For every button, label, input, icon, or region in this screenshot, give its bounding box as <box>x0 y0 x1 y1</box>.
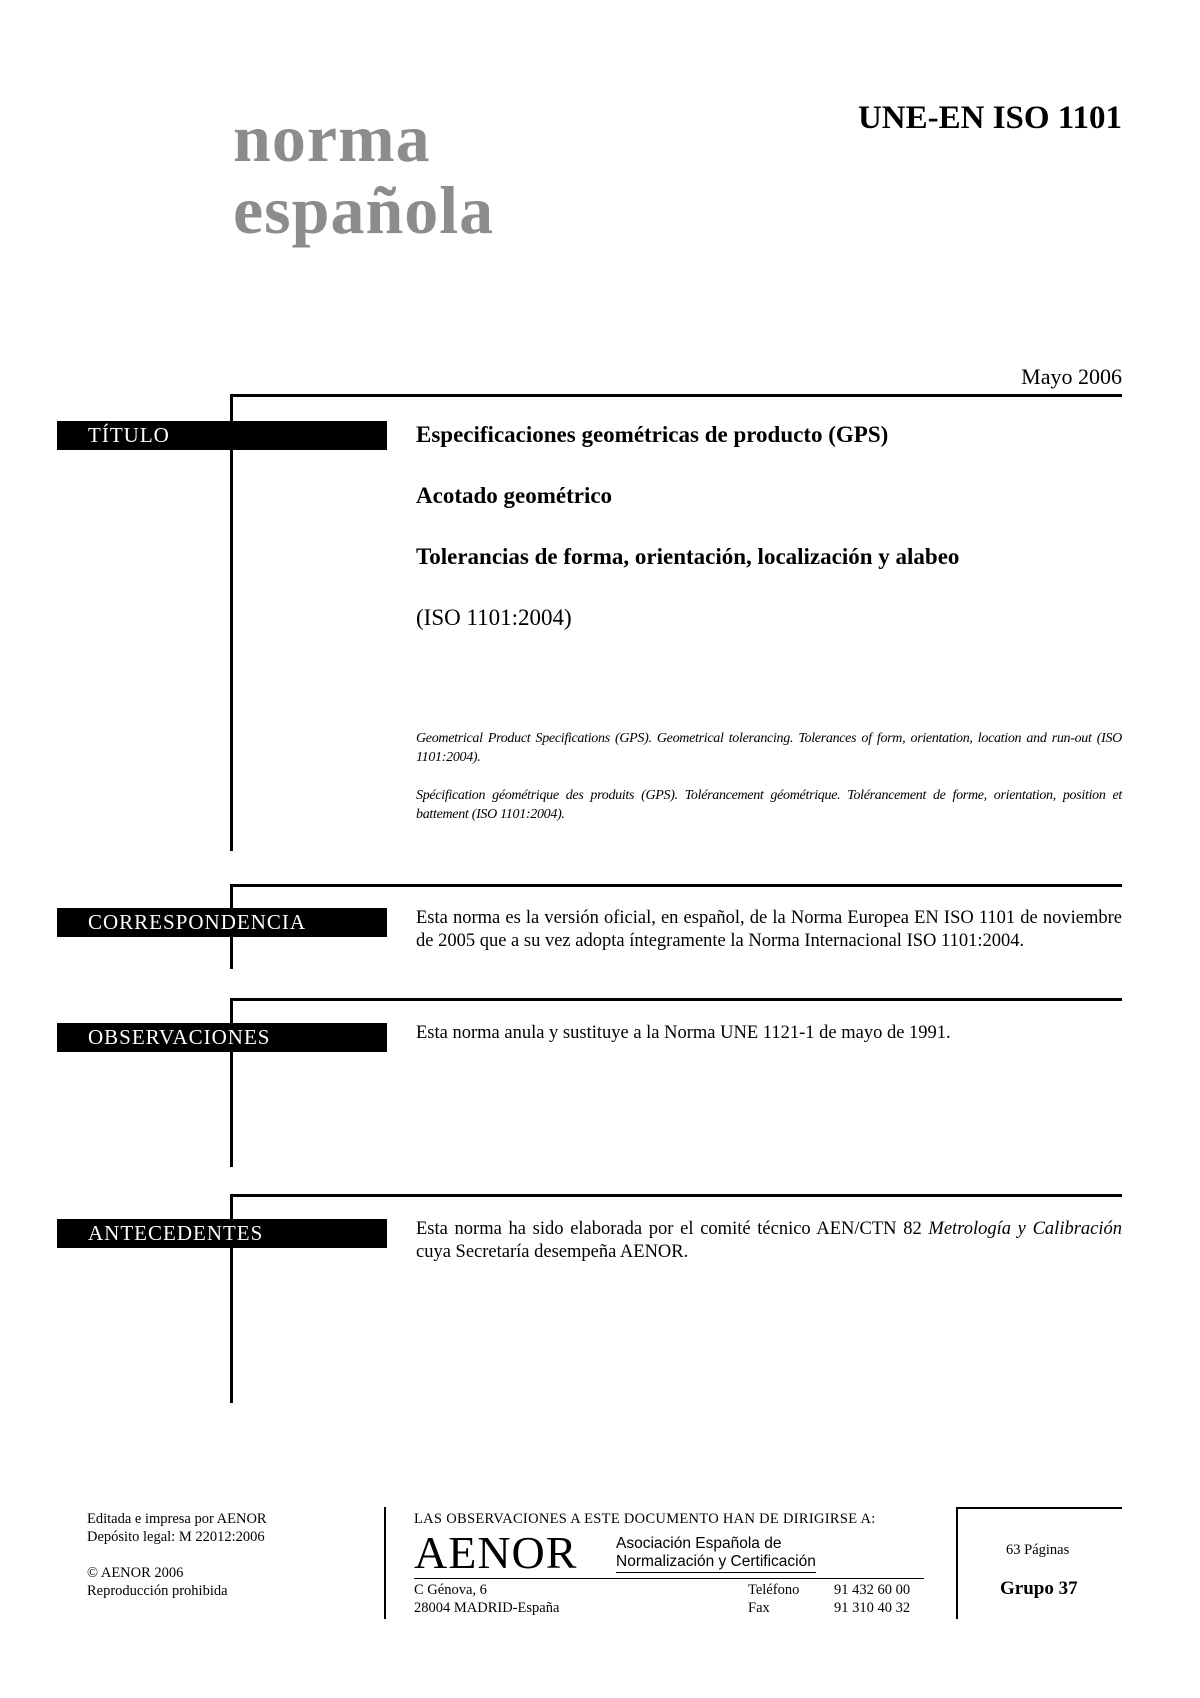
fax-number: 91 310 40 32 <box>834 1600 911 1616</box>
brand-norma: norma <box>233 100 431 176</box>
footer-address <box>414 1581 559 1617</box>
title-english: Geometrical Product Specifications (GPS). Geometrical tolerancing. Tolerances of form, orientation, location and run-out (ISO 1101:2004). <box>416 731 1122 765</box>
phone-number: 91 432 60 00 <box>834 1582 911 1598</box>
footer-observations-note: LAS OBSERVACIONES A ESTE DOCUMENTO HAN DE DIRIGIRSE A: <box>414 1511 876 1527</box>
antecedentes-committee-name: Metrología y Calibración <box>928 1219 1123 1239</box>
antecedentes-text <box>416 1218 1122 1264</box>
address-city: 28004 MADRID-España <box>414 1600 560 1616</box>
title-iso-ref: (ISO 1101:2004) <box>416 605 572 630</box>
page-count: 63 Páginas <box>1006 1542 1070 1558</box>
label-observaciones: OBSERVACIONES <box>57 1023 387 1052</box>
standard-code: UNE-EN ISO 1101 <box>857 100 1122 136</box>
title-french: Spécification géométrique des produits (GPS). Tolérancement géométrique. Tolérancement de forme, orientation, position et battement (ISO 1101:2004). <box>416 788 1122 822</box>
divider-antecedentes <box>230 1194 1122 1197</box>
aenor-logo: AENOR <box>414 1527 578 1578</box>
footer-divider-left <box>384 1507 386 1619</box>
publication-date: Mayo 2006 <box>1021 364 1122 389</box>
divider-correspondencia <box>230 884 1122 887</box>
phone-label: Teléfono <box>748 1582 800 1598</box>
footer-deposit: Depósito legal: M 22012:2006 <box>87 1529 265 1545</box>
address-street: C Génova, 6 <box>414 1582 487 1598</box>
label-correspondencia: CORRESPONDENCIA <box>57 908 387 937</box>
aenor-org-line1: Asociación Española de <box>616 1535 782 1552</box>
footer-reproduction: Reproducción prohibida <box>87 1583 228 1599</box>
fax-label: Fax <box>748 1600 770 1616</box>
label-titulo: TÍTULO <box>57 421 387 450</box>
aenor-rule <box>414 1578 924 1579</box>
divider-observaciones <box>230 998 1122 1001</box>
title-line-2: Acotado geométrico <box>416 483 613 508</box>
footer-pages-box <box>956 1507 1122 1619</box>
correspondencia-text: Esta norma es la versión oficial, en español, de la Norma Europea EN ISO 1101 de noviembre de 2005 que a su vez adopta íntegramente la Norma Internacional ISO 1101:2004. <box>416 908 1122 951</box>
footer-contact-labels <box>748 1581 799 1617</box>
title-line-3: Tolerancias de forma, orientación, localización y alabeo <box>416 544 960 569</box>
price-group: Grupo 37 <box>1000 1578 1078 1599</box>
aenor-organization <box>616 1535 816 1573</box>
footer-contact-values <box>834 1581 910 1617</box>
vertical-rule-titulo <box>230 394 233 851</box>
aenor-org-line2: Normalización y Certificación <box>616 1553 816 1570</box>
footer-copyright: © AENOR 2006 <box>87 1565 184 1581</box>
footer-left <box>87 1510 267 1600</box>
antecedentes-text-end: cuya Secretaría desempeña AENOR. <box>416 1242 689 1262</box>
observaciones-text: Esta norma anula y sustituye a la Norma UNE 1121-1 de mayo de 1991. <box>416 1023 951 1043</box>
antecedentes-text-start: Esta norma ha sido elaborada por el comité técnico AEN/CTN 82 <box>416 1219 929 1239</box>
label-antecedentes: ANTECEDENTES <box>57 1219 387 1248</box>
divider-titulo <box>230 394 1122 397</box>
footer-edited: Editada e impresa por AENOR <box>87 1511 267 1527</box>
brand-espanola: española <box>233 172 495 248</box>
title-line-1: Especificaciones geométricas de producto (GPS) <box>416 422 889 447</box>
